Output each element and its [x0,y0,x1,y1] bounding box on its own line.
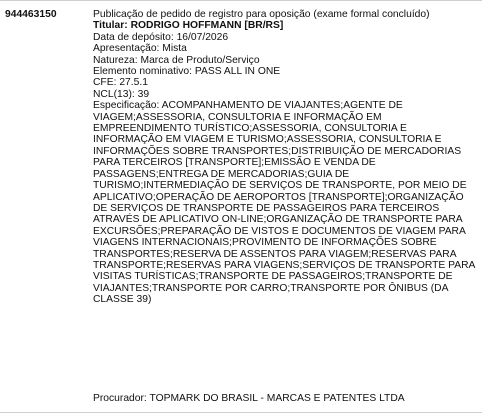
nominative-element: Elemento nominativo: PASS ALL IN ONE [93,66,281,78]
cfe-code: CFE: 27.5.1 [93,77,148,89]
trademark-record [93,9,479,306]
specification: Especificação: ACOMPANHAMENTO DE VIAJANTES;AGENTE DE VIAGEM;ASSESSORIA, CONSULTORIA E INFORMAÇÃO EM EMPREENDIMENTO TURÍSTICO;ASSESSORIA, CONSULTORIA E INFORMAÇÃO EM VIAGEM E TURISMO;ASSESSORIA, CONSULTORIA E INFORMAÇÕES SOBRE TRANSPORTES;DISTRIBUIÇÃO DE MERCADORIAS PARA TERCEIROS [TRANSPORTE];EMISSÃO E VENDA DE PASSAGENS;ENTREGA DE MERCADORIAS;GUIA DE TURISMO;INTERMEDIAÇÃO DE SERVIÇOS DE TRANSPORTE, POR MEIO DE APLICATIVO;OPERAÇÃO DE AEROPORTOS [TRANSPORTE];ORGANIZAÇÃO DE SERVIÇOS DE TRANSPORTE DE PASSAGEIROS PARA TERCEIROS ATRAVÉS DE APLICATIVO ON-LINE;ORGANIZAÇÃO DE TRANSPORTE PARA EXCURSÕES;PREPARAÇÃO DE VISTOS E DOCUMENTOS DE VIAGEM PARA VIAGENS INTERNACIONAIS;PROVIMENTO DE INFORMAÇÕES SOBRE TRANSPORTES;RESERVA DE ASSENTOS PARA VIAGEM;RESERVAS PARA TRANSPORTE;RESERVAS PARA VIAGENS;SERVIÇOS DE TRANSPORTE PARA VISITAS TURÍSTICAS;TRANSPORTE DE PASSAGEIROS;TRANSPORTE DE VIAJANTES;TRANSPORTE POR CARRO;TRANSPORTE POR ÔNIBUS (DA CLASSE 39) [93,100,475,306]
top-divider [0,0,482,1]
dispatch-description: Publicação de pedido de registro para oposição (exame formal concluído) [93,9,430,20]
owner-title: Titular: RODRIGO HOFFMANN [BR/RS] [93,20,284,32]
nature: Natureza: Marca de Produto/Serviço [93,54,260,66]
filing-date: Data de depósito: 16/07/2026 [93,31,229,43]
bottom-divider [0,412,482,413]
presentation: Apresentação: Mista [93,43,187,55]
process-number: 944463150 [5,9,57,20]
ncl-class: NCL(13): 39 [93,88,150,100]
attorney: Procurador: TOPMARK DO BRASIL - MARCAS E PATENTES LTDA [93,393,405,404]
